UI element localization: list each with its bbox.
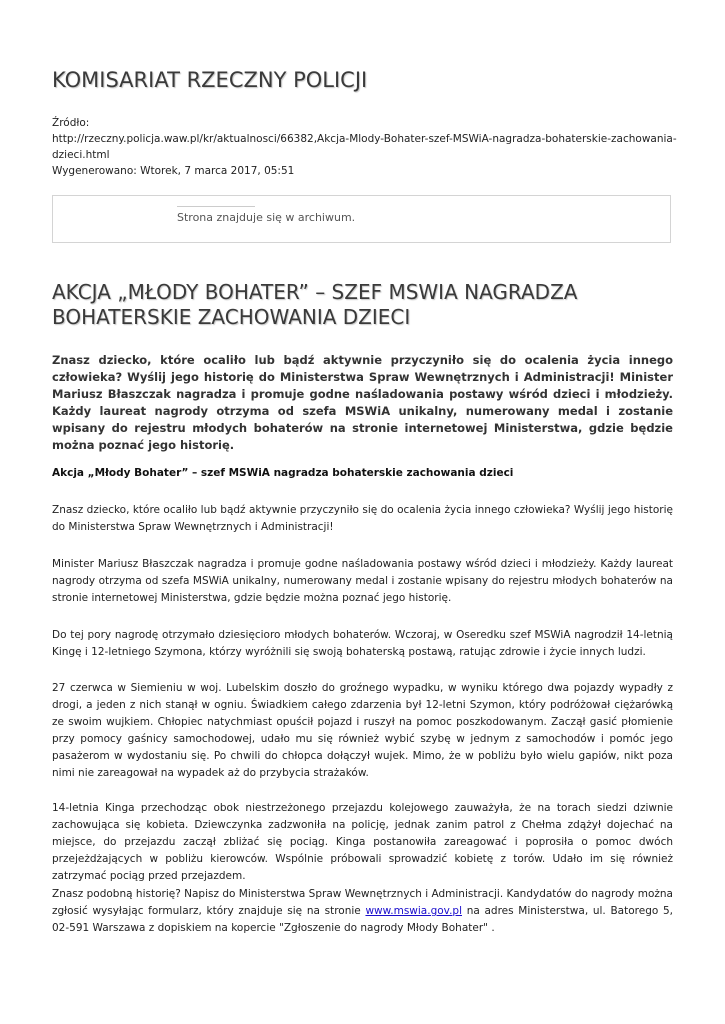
archive-notice-box (52, 195, 671, 243)
paragraph-6 (52, 886, 673, 937)
archive-notice: Strona znajduje się w archiwum. (177, 211, 356, 224)
source-url: http://rzeczny.policja.waw.pl/kr/aktualnosci/66382,Akcja-Mlody-Bohater-szef-MSWiA-nagradza-bohaterskie-zachowania-dzieci.html (52, 133, 677, 161)
article-lead: Znasz dziecko, które ocaliło lub bądź aktywnie przyczyniło się do ocalenia życia innego człowieka? Wyślij jego historię do Ministerstwa Spraw Wewnętrznych i Administracji! Minister Mariusz Błaszczak nagradza i promuje godne naśladowania postawy wśród dzieci i młodzieży. Każdy laureat nagrody otrzyma od szefa MSWiA unikalny, numerowany medal i zostanie wpisany do rejestru młodych bohaterów na stronie internetowej Ministerstwa, gdzie będzie można poznać jego historię. (52, 353, 673, 452)
archive-divider (177, 206, 255, 207)
source-label: Źródło: (52, 117, 90, 129)
article-title: AKCJA „MŁODY BOHATER” – SZEF MSWIA NAGRADZA BOHATERSKIE ZACHOWANIA DZIECI (52, 280, 578, 329)
paragraph-4: 27 czerwca w Siemieniu w woj. Lubelskim doszło do groźnego wypadku, w wyniku którego dwa pojazdy wypadły z drogi, a jeden z nich stanął w ogniu. Świadkiem całego zdarzenia był 12-letni Szymon, który podróżował ciężarówką ze swoim wujkiem. Chłopiec natychmiast opuścił pojazd i ruszył na pomoc poszkodowanym. Zaczął gasić płomienie przy pomocy gaśnicy samochodowej, udało mu się również wybić szybę w jednym z samochodów i pomóc jego pasażerom w wydostaniu się. Po chwili do chłopca dołączył wujek. Mimo, że w pobliżu było wielu gapiów, nikt poza nimi nie zareagował na wypadek aż do przybycia strażaków. (52, 682, 673, 779)
paragraph-6-text-before: Znasz podobną historię? Napisz do Ministerstwa Spraw Wewnętrznych i Administracji. Kandydatów do nagrody można zgłosić wysyłając formularz, który znajduje się na stronie (52, 888, 673, 917)
paragraph-2: Minister Mariusz Błaszczak nagradza i promuje godne naśladowania postawy wśród dzieci i młodzieży. Każdy laureat nagrody otrzyma od szefa MSWiA unikalny, numerowany medal i zostanie wpisany do rejestru młodych bohaterów na stronie internetowej Ministerstwa, gdzie będzie można poznać jego historię. (52, 558, 673, 604)
article-subheading: Akcja „Młody Bohater” – szef MSWiA nagradza bohaterskie zachowania dzieci (52, 467, 514, 479)
generated-date: Wygenerowano: Wtorek, 7 marca 2017, 05:51 (52, 165, 295, 177)
paragraph-3: Do tej pory nagrodę otrzymało dziesięcioro młodych bohaterów. Wczoraj, w Oseredku szef MSWiA nagrodził 14-letnią Kingę i 12-letniego Szymona, którzy wyróżnili się swoją bohaterską postawą, ratując zdrowie i życie innych ludzi. (52, 629, 673, 658)
paragraph-1: Znasz dziecko, które ocaliło lub bądź aktywnie przyczyniło się do ocalenia życia innego człowieka? Wyślij jego historię do Ministerstwa Spraw Wewnętrznych i Administracji! (52, 504, 673, 533)
paragraph-5: 14-letnia Kinga przechodząc obok niestrzeżonego przejazdu kolejowego zauważyła, że na torach siedzi dziwnie zachowująca się kobieta. Dziewczynka zadzwoniła na policję, jednak zanim patrol z Chełma zdążył dojechać na miejsce, do przejazdu zaczął zbliżać się pociąg. Kinga postanowiła zareagować i poprosiła o pomoc dwóch przejeżdżających w pobliżu kierowców. Wspólnie próbowali sprowadzić kobietę z torów. Udało im się również zatrzymać pociąg przed przejazdem. (52, 802, 673, 882)
mswia-link[interactable]: www.mswia.gov.pl (365, 905, 462, 917)
paragraph-6-text-after: na adres Ministerstwa, ul. Batorego 5, 02-591 Warszawa z dopiskiem na kopercie "Zgłoszenie do nagrody Młody Bohater" . (52, 905, 674, 934)
source-meta (52, 115, 677, 179)
site-title: KOMISARIAT RZECZNY POLICJI (52, 68, 368, 92)
